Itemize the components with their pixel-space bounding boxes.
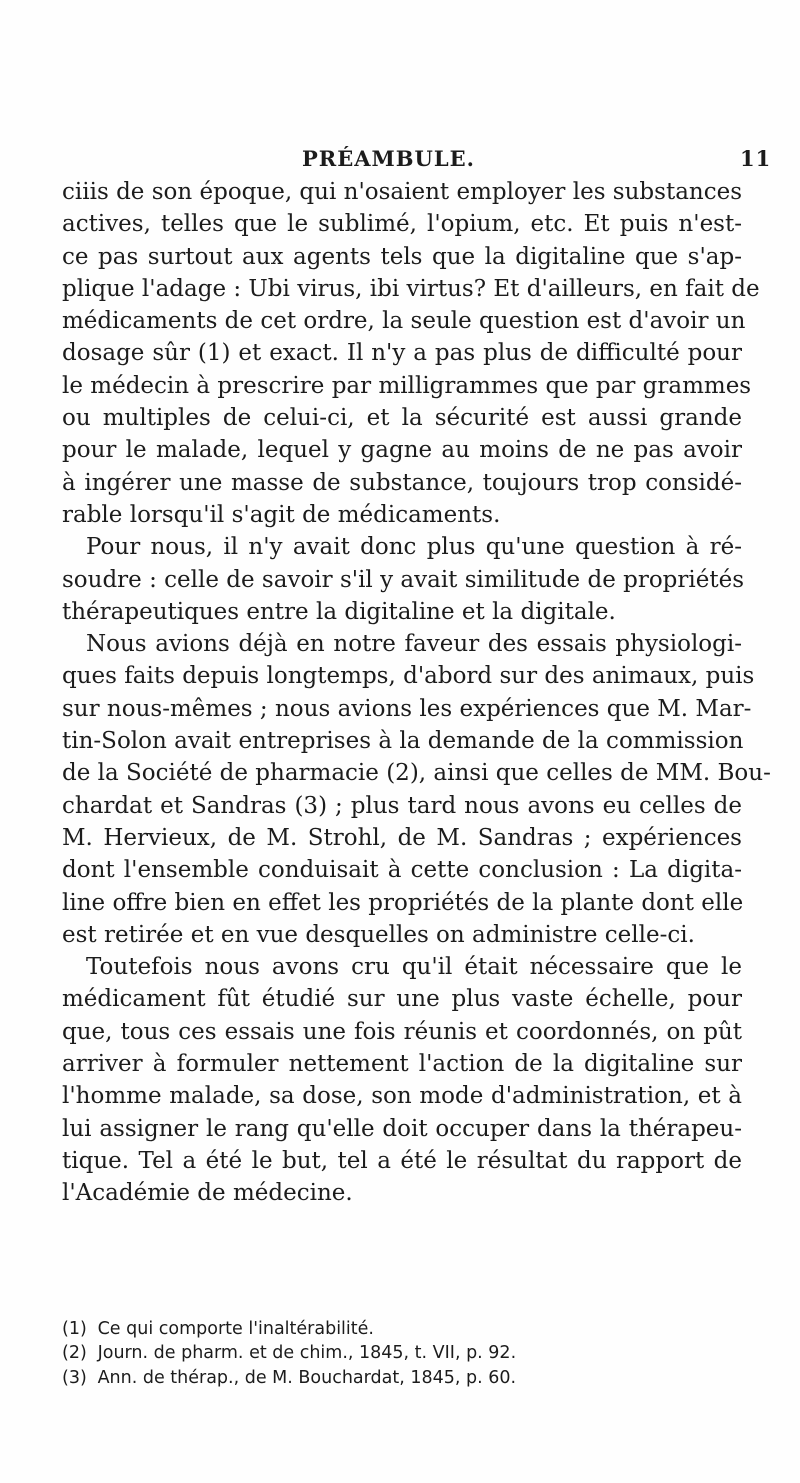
footnote-text: Ce qui comporte l'inaltérabilité. xyxy=(97,1319,374,1339)
text-line: pour le malade, lequel y gagne au moins de ne pas avoir xyxy=(62,437,742,464)
text-line: arriver à formuler nettement l'action de la digitaline sur xyxy=(62,1051,742,1078)
running-title: PRÉAMBULE. xyxy=(302,146,475,171)
text-line: soudre : celle de savoir s'il y avait similitude de propriétés xyxy=(62,566,745,593)
footnote-text: Ann. de thérap., de M. Bouchardat, 1845, p. 60. xyxy=(97,1367,517,1388)
text-line: Pour nous, il n'y avait donc plus qu'une question à ré- xyxy=(86,534,742,561)
text-line: dosage sûr (1) et exact. Il n'y a pas plus de difficulté pour xyxy=(62,340,742,367)
text-line: lui assigner le rang qu'elle doit occuper dans la thérapeu- xyxy=(62,1115,742,1142)
text-line: ce pas surtout aux agents tels que la digitaline que s'ap- xyxy=(62,243,742,270)
text-line: chardat et Sandras (3) ; plus tard nous avons eu celles de xyxy=(62,792,742,819)
text-line: médicaments de cet ordre, la seule question est d'avoir un xyxy=(62,308,746,335)
text-line: Toutefois nous avons cru qu'il était nécessaire que le xyxy=(86,954,742,981)
footnote xyxy=(62,1366,742,1390)
text-line: dont l'ensemble conduisait à cette conclusion : La digita- xyxy=(62,857,742,884)
text-line: médicament fût étudié sur une plus vaste échelle, pour xyxy=(62,986,742,1013)
text-line: le médecin à prescrire par milligrammes que par grammes xyxy=(62,372,752,399)
text-line: line offre bien en effet les propriétés de la plante dont elle xyxy=(62,889,744,916)
footnote-marker: (3) xyxy=(62,1367,87,1388)
text-line: actives, telles que le sublimé, l'opium, etc. Et puis n'est- xyxy=(62,211,742,238)
text-line: sur nous-mêmes ; nous avions les expériences que M. Mar- xyxy=(62,695,752,722)
text-line: ciiis de son époque, qui n'osaient employer les substances xyxy=(62,179,743,205)
footnote-marker: (2) xyxy=(62,1343,87,1364)
body-text xyxy=(62,176,771,1210)
text-line: de la Société de pharmacie (2), ainsi que celles de MM. Bou- xyxy=(62,760,771,787)
text-line: tin-Solon avait entreprises à la demande de la commission xyxy=(62,728,744,755)
text-line: thérapeutiques entre la digitaline et la digitale. xyxy=(62,598,616,625)
running-head xyxy=(0,146,800,176)
footnote xyxy=(62,1341,742,1365)
footnote-text: Journ. de pharm. et de chim., 1845, t. VII, p. 92. xyxy=(97,1343,517,1364)
text-line: à ingérer une masse de substance, toujours trop considé- xyxy=(62,469,742,496)
text-line: rable lorsqu'il s'agit de médicaments. xyxy=(62,501,501,528)
footnote-marker: (1) xyxy=(62,1319,87,1339)
footnotes xyxy=(62,1317,742,1390)
footnote xyxy=(62,1317,742,1341)
page-number: 11 xyxy=(740,146,772,171)
text-line: tique. Tel a été le but, tel a été le résultat du rapport de xyxy=(62,1147,742,1174)
text-line: ou multiples de celui-ci, et la sécurité est aussi grande xyxy=(62,405,742,432)
text-line: ques faits depuis longtemps, d'abord sur des animaux, puis xyxy=(62,663,755,690)
text-line: l'homme malade, sa dose, son mode d'administration, et à xyxy=(62,1083,742,1110)
text-line: plique l'adage : Ubi virus, ibi virtus? Et d'ailleurs, en fait de xyxy=(62,275,760,302)
text-line: M. Hervieux, de M. Strohl, de M. Sandras ; expériences xyxy=(62,824,742,851)
text-line: est retirée et en vue desquelles on administre celle-ci. xyxy=(62,921,695,948)
text-line: Nous avions déjà en notre faveur des essais physiologi- xyxy=(86,631,742,658)
text-line: que, tous ces essais une fois réunis et coordonnés, on pût xyxy=(62,1018,742,1045)
text-line: l'Académie de médecine. xyxy=(62,1180,353,1207)
